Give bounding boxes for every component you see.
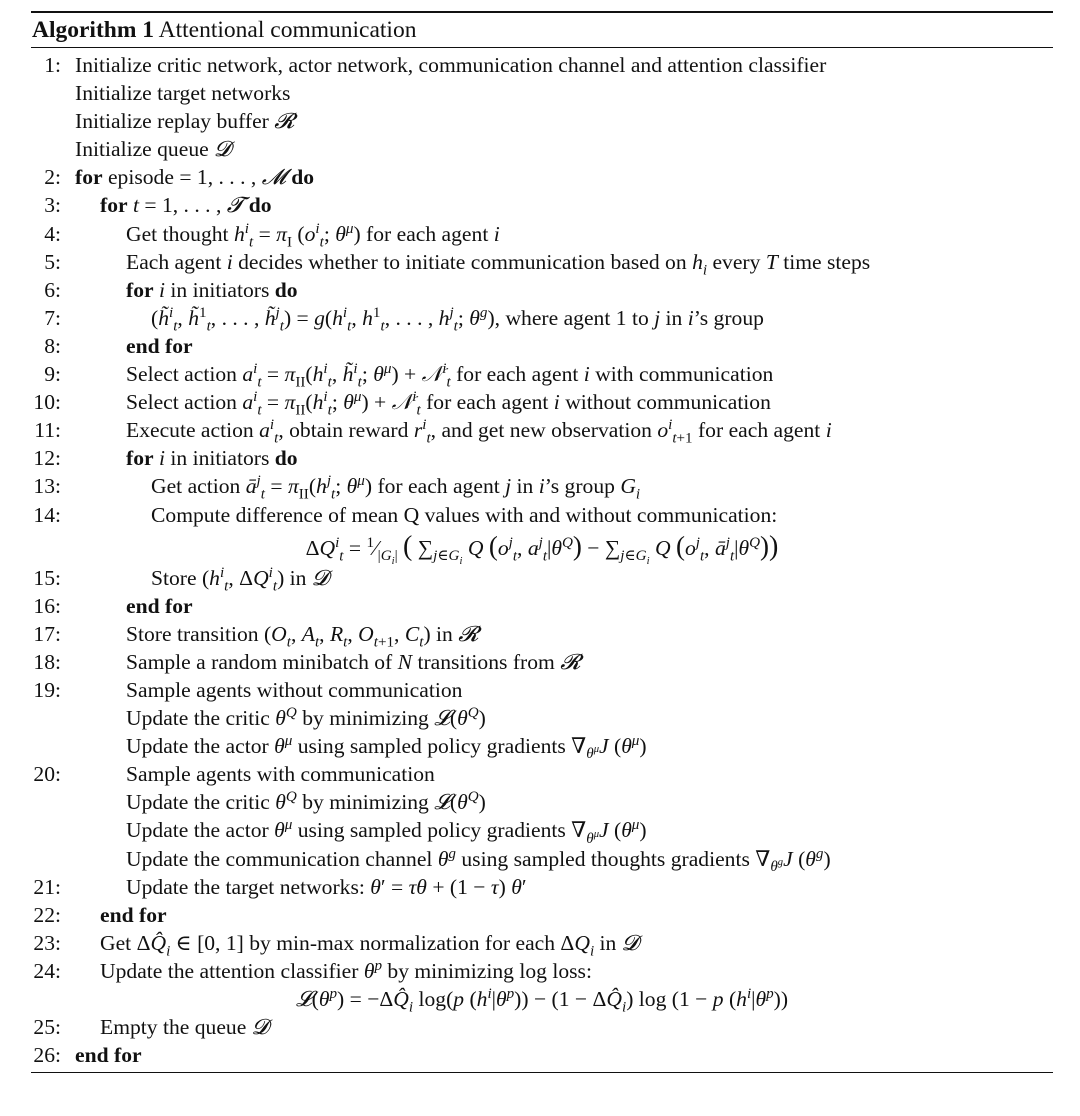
algorithm-caption [31,13,1053,47]
line-4: 4: Get thought $h^i_t = \pi_I$ ($o^i_t$; $\theta^\mu$) for each agent i [44,220,500,250]
line-6: 6: for i in initiators do [44,277,298,302]
line-1: 1: Initialize critic network, actor network, communication channel and attention classifier [44,53,827,77]
line-25: 25: Empty the queue 𝓓 [33,1015,269,1040]
line-23: 23: Get $\Delta Q̂_i$ ∈ [0, 1] by min-max normalization for each $\Delta Q_i$ in 𝓓 [33,930,639,960]
line-18: 18: Sample a random minibatch of N transitions from 𝓡 [33,649,581,674]
line-20d: Update the communication channel $\theta^g$ using sampled thoughts gradients $\nabla_{\theta^g}J$ $(\theta^g)$ [126,845,831,875]
line-14: 14: Compute difference of mean Q values with and without communication: [33,502,778,527]
line-7: 7: (h̃$^i_t$, h̃$^1_t$, . . . , h̃$^j_t$) = $g(h^i_t$, $h^1_t$, . . . , $h^j_t$; $\theta^g$), where agent 1 to j in i’s group [44,304,764,335]
line-20c: Update the actor $\theta^\mu$ using sampled policy gradients $\nabla_{\theta^\mu}J$ $(\theta^\mu)$ [126,817,647,847]
line-1b: Initialize target networks [75,81,291,106]
line-9: 9: Select action $a^i_t = \pi_{II}(h^i_t$, h̃$^i_t$; $\theta^\mu$) + 𝒩$^i_t$ for each agent i with communication [44,360,774,391]
line-24: 24: Update the attention classifier $\theta^p$ by minimizing log loss: [33,957,592,983]
algorithm-lines [31,48,1053,1069]
line-20: 20: Sample agents with communication [33,762,435,787]
line-1c: Initialize replay buffer 𝓡 [75,109,295,134]
caption-label: Algorithm 1 [32,17,155,43]
formula-delta-q: $\Delta Q^i_t$ = $^1⁄_{|G_i|}$ ( $\sum_{j\in G_i}$ Q ($o^j_t$, $a^j_t|\theta^Q) - \sum_{j\in G_i}$ Q ($o^j_t$, $ā^j_t|\theta^Q$)) [305,530,779,567]
line-19b: Update the critic $\theta^Q$ by minimizing $𝓛(\theta^Q)$ [126,704,486,731]
line-26: 26: end for [33,1043,142,1068]
line-1d: Initialize queue 𝓓 [75,137,231,162]
line-12: 12: for i in initiators do [33,446,298,471]
line-10: 10: Select action $a^i_t = \pi_{II}(h^i_t$; $\theta^\mu$) + 𝒩$^i_t$ for each agent i without communication [33,388,771,419]
line-22: 22: end for [33,902,167,927]
line-3: 3: for t = 1, . . . , 𝓣 do [44,193,272,218]
line-13: 13: Get action $ā^j_t = \pi_{II}(h^j_t$; $\theta^\mu$) for each agent j in i’s group $G_i$ [33,473,641,503]
line-15: 15: Store ($h^i_t$, $\Delta Q^i_t$) in 𝓓 [33,564,329,594]
line-20b: Update the critic $\theta^Q$ by minimizing $𝓛(\theta^Q)$ [126,789,486,815]
line-17: 17: Store transition ($O_t$, $A_t$, $R_t$, $O_{t+1}$, $C_t$) in 𝓡 [33,621,479,651]
caption-title: Attentional communication [158,17,417,43]
line-16: 16: end for [33,593,193,618]
line-19: 19: Sample agents without communication [33,677,463,702]
formula-log-loss: $𝓛(\theta^p)$ = $-\Delta Q̂_i$ log(p $(h^i|\theta^p)) - (1$ − $\Delta Q̂_i$) log (1 − p $(h^i|\theta^p)$) [295,985,789,1016]
line-5: 5: Each agent i decides whether to initiate communication based on $h_i$ every T time steps [44,249,871,278]
line-19c: Update the actor $\theta^\mu$ using sampled policy gradients $\nabla_{\theta^\mu}J$ $(\theta^\mu)$ [126,732,647,763]
line-8: 8: end for [44,333,193,358]
line-11: 11: Execute action $a^i_t$, obtain reward $r^i_t$, and get new observation $o^i_{t+1}$ for each agent i [34,417,832,447]
line-2: 2: for episode = 1, . . . , 𝓜 do [44,165,315,190]
line-21: 21: Update the target networks: θ′ = τθ + (1 − τ) θ′ [33,874,527,899]
algorithm-box [31,11,1053,1073]
bottom-rule [31,1072,1053,1073]
